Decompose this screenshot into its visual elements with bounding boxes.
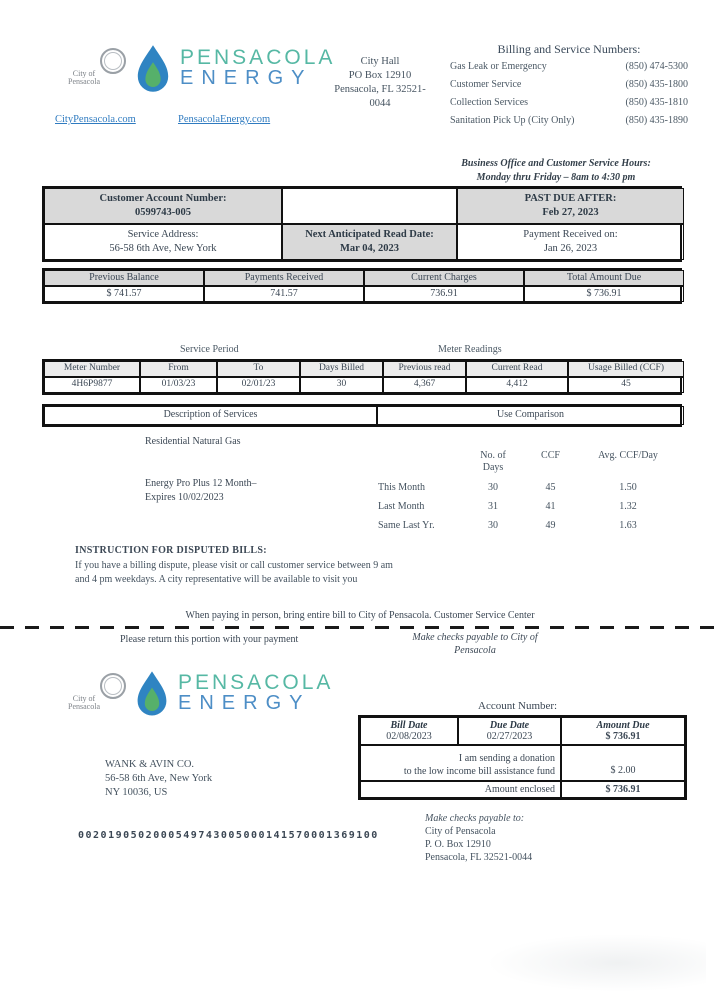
current-read-value: 4,412 — [466, 377, 568, 393]
logo-pensacola-text: PENSACOLA — [178, 671, 334, 694]
past-due-value: Feb 27, 2023 — [542, 207, 599, 218]
read-date-cell — [282, 224, 457, 260]
row-avg: 1.32 — [619, 501, 637, 512]
billing-number-phone: (850) 435-1890 — [625, 115, 688, 126]
address-line: PO Box 12910 — [348, 70, 412, 81]
remit-title: Make checks payable to: — [425, 813, 525, 824]
meter-header: Usage Billed (CCF) — [568, 361, 684, 377]
meter-number-value: 4H6P9877 — [44, 377, 140, 393]
make-checks-line-1: Make checks payable to City of — [412, 632, 538, 643]
mail-to-line-3: NY 10036, US — [105, 787, 168, 798]
plan-info — [145, 477, 257, 505]
billing-service-numbers — [450, 42, 688, 133]
city-of-pensacola-seal-icon — [62, 673, 126, 713]
stub-logo-block — [62, 668, 333, 718]
description-of-services-header: Description of Services — [44, 406, 377, 425]
col-avg-header: Avg. CCF/Day — [598, 450, 658, 461]
plan-line-1: Energy Pro Plus 12 Month– — [145, 478, 257, 489]
logo-energy-text: ENERGY — [180, 67, 313, 89]
due-date-label: Due Date — [489, 720, 530, 731]
city-pensacola-link[interactable]: CityPensacola.com — [55, 114, 136, 125]
due-date-cell — [458, 717, 561, 745]
billing-number-row — [450, 115, 688, 127]
disputed-bills-title: INSTRUCTION FOR DISPUTED BILLS: — [75, 545, 267, 556]
return-portion-note: Please return this portion with your payment — [120, 634, 299, 645]
amount-due-cell — [561, 717, 685, 745]
pensacola-energy-logotype — [178, 673, 333, 713]
row-days: 30 — [488, 520, 498, 531]
hours-line-2: Monday thru Friday – 8am to 4:30 pm — [476, 172, 636, 183]
disputed-bills-section — [75, 545, 393, 587]
spacer — [378, 450, 463, 474]
billing-number-row — [450, 97, 688, 109]
remit-line-2: P. O. Box 12910 — [425, 839, 491, 850]
balance-summary-table — [42, 268, 682, 304]
use-comparison-header: Use Comparison — [377, 406, 684, 425]
row-days: 31 — [488, 501, 498, 512]
account-number-label: Account Number: — [478, 700, 558, 712]
payment-received-label: Payment Received on: — [523, 229, 618, 240]
row-ccf: 45 — [545, 482, 556, 493]
row-avg: 1.50 — [619, 482, 637, 493]
business-hours — [425, 157, 687, 185]
customer-account-cell — [44, 188, 282, 224]
meter-readings-group-label: Meter Readings — [438, 344, 502, 355]
row-days: 30 — [488, 482, 498, 493]
mail-to-line-2: 56-58 6th Ave, New York — [105, 773, 213, 784]
billing-number-label: Customer Service — [450, 79, 522, 90]
payment-stub-table — [358, 715, 687, 800]
meter-header: From — [140, 361, 217, 377]
payment-received-cell — [457, 224, 684, 260]
meter-readings-table — [42, 359, 682, 395]
billing-number-phone: (850) 435-1810 — [625, 97, 688, 108]
row-ccf: 41 — [545, 501, 556, 512]
remit-line-3: Pensacola, FL 32521-0044 — [425, 852, 533, 863]
logo-pensacola-text: PENSACOLA — [180, 46, 336, 69]
row-label: This Month — [378, 482, 425, 493]
meter-header: Meter Number — [44, 361, 140, 377]
seal-label: City of Pensacola — [68, 69, 100, 86]
donation-amount-cell: $ 2.00 — [561, 745, 685, 781]
billing-numbers-title: Billing and Service Numbers: — [497, 42, 641, 56]
hours-line-1: Business Office and Customer Service Hours: — [461, 158, 651, 169]
flame-icon — [134, 668, 170, 718]
service-address-cell — [44, 224, 282, 260]
col-days-line1: No. of — [480, 450, 506, 461]
mail-to-name: WANK & AVIN CO. — [105, 759, 195, 770]
billing-number-phone: (850) 474-5300 — [625, 61, 688, 72]
amount-due-value: $ 736.91 — [605, 731, 641, 742]
address-line: 0044 — [369, 98, 391, 109]
make-checks-line-2: Pensacola — [454, 645, 496, 656]
amount-enclosed-value: $ 736.91 — [561, 781, 685, 798]
donation-cell — [360, 745, 561, 781]
past-due-label: PAST DUE AFTER: — [524, 193, 617, 204]
disputed-bills-body: If you have a billing dispute, please visit or call customer service between 9 am and 4 pm weekdays. A city representative will be available to visit you — [75, 560, 393, 585]
row-label: Last Month — [378, 501, 425, 512]
period-from-value: 01/03/23 — [140, 377, 217, 393]
row-avg: 1.63 — [619, 520, 637, 531]
donation-line-2: to the low income bill assistance fund — [403, 766, 555, 777]
meter-header: Current Read — [466, 361, 568, 377]
current-charges-value: 736.91 — [364, 286, 524, 302]
meter-header: Days Billed — [300, 361, 383, 377]
account-info-table — [42, 186, 682, 262]
address-line: Pensacola, FL 32521- — [334, 84, 426, 95]
plan-line-2: Expires 10/02/2023 — [145, 492, 224, 503]
address-line: City Hall — [360, 56, 400, 67]
payment-received-value: Jan 26, 2023 — [543, 243, 598, 254]
previous-balance-value: $ 741.57 — [44, 286, 204, 302]
pensacola-energy-link[interactable]: PensacolaEnergy.com — [178, 114, 271, 125]
service-name: Residential Natural Gas — [145, 436, 241, 447]
col-days-line2: Days — [482, 462, 504, 473]
bill-date-value: 02/08/2023 — [386, 731, 432, 742]
logo-energy-text: ENERGY — [178, 692, 311, 714]
city-hall-address — [295, 55, 465, 111]
faint-watermark — [486, 934, 706, 992]
remit-line-1: City of Pensacola — [425, 826, 496, 837]
service-period-group-label: Service Period — [180, 344, 239, 355]
balance-header: Total Amount Due — [524, 270, 684, 286]
billing-number-label: Gas Leak or Emergency — [450, 61, 547, 72]
row-ccf: 49 — [545, 520, 556, 531]
amount-due-label: Amount Due — [596, 720, 650, 731]
make-checks-note — [380, 631, 570, 657]
col-ccf-header: CCF — [541, 450, 560, 461]
customer-account-value: 0599743-005 — [135, 207, 191, 218]
meter-header: To — [217, 361, 300, 377]
billing-number-label: Collection Services — [450, 97, 529, 108]
services-header-bar — [42, 404, 682, 427]
read-date-value: Mar 04, 2023 — [339, 243, 399, 254]
tear-off-dashed-line — [0, 626, 720, 629]
scan-line-code: 0020190502000549743005000141570001369100 — [78, 830, 379, 841]
balance-header: Payments Received — [204, 270, 364, 286]
empty-cell — [282, 188, 457, 224]
col-days-header — [463, 450, 523, 474]
service-address-value: 56-58 6th Ave, New York — [109, 243, 217, 254]
period-to-value: 02/01/23 — [217, 377, 300, 393]
read-date-label: Next Anticipated Read Date: — [305, 229, 434, 240]
due-date-value: 02/27/2023 — [486, 731, 533, 742]
use-comparison-table — [378, 450, 678, 531]
days-billed-value: 30 — [300, 377, 383, 393]
billing-number-label: Sanitation Pick Up (City Only) — [450, 115, 575, 126]
row-label: Same Last Yr. — [378, 520, 435, 531]
billing-number-phone: (850) 435-1800 — [625, 79, 688, 90]
remit-to-block — [425, 812, 532, 864]
balance-header: Previous Balance — [44, 270, 204, 286]
bill-date-label: Bill Date — [390, 720, 428, 731]
mailing-address — [105, 758, 212, 800]
city-of-pensacola-seal-icon — [62, 48, 126, 88]
customer-account-label: Customer Account Number: — [99, 193, 227, 204]
amount-enclosed-label: Amount enclosed — [360, 781, 561, 798]
pay-in-person-note: When paying in person, bring entire bill to City of Pensacola. Customer Service Center — [185, 610, 535, 621]
past-due-cell — [457, 188, 684, 224]
usage-billed-value: 45 — [568, 377, 684, 393]
seal-label: City of Pensacola — [68, 694, 100, 711]
billing-number-row — [450, 79, 688, 91]
donation-line-1: I am sending a donation — [458, 753, 555, 764]
payments-received-value: 741.57 — [204, 286, 364, 302]
flame-icon — [134, 42, 172, 94]
bill-date-cell — [360, 717, 458, 745]
service-address-label: Service Address: — [127, 229, 199, 240]
meter-header: Previous read — [383, 361, 466, 377]
previous-read-value: 4,367 — [383, 377, 466, 393]
billing-number-row — [450, 61, 688, 73]
total-amount-due-value: $ 736.91 — [524, 286, 684, 302]
balance-header: Current Charges — [364, 270, 524, 286]
